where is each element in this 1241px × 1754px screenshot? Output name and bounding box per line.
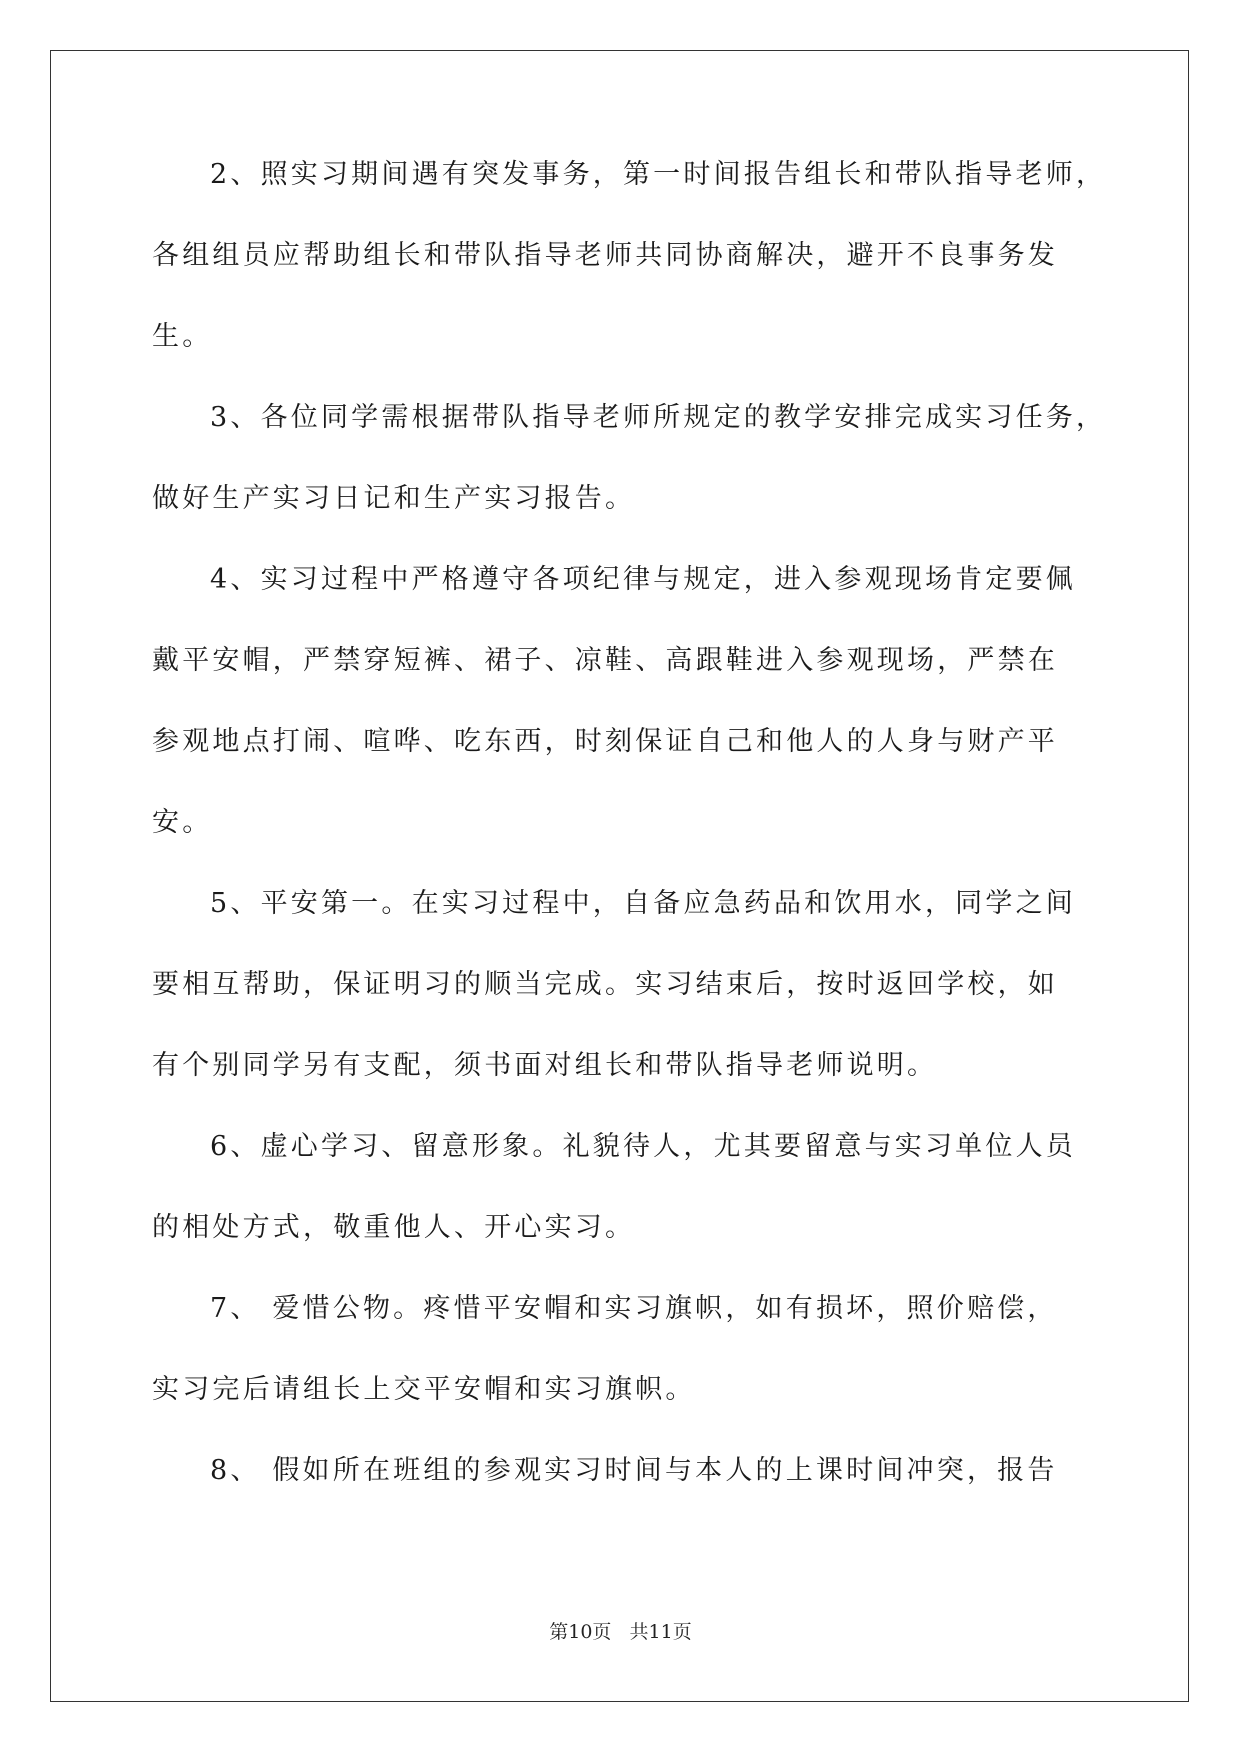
text-line-9: 安。: [152, 807, 213, 838]
text-line-4: 3、各位同学需根据带队指导老师所规定的教学安排完成实习任务，: [210, 402, 1107, 433]
text-line-15: 7、 爱惜公物。疼惜平安帽和实习旗帜，如有损坏，照价赔偿，: [210, 1293, 1058, 1324]
text-line-11: 要相互帮助，保证明习的顺当完成。实习结束后，按时返回学校，如: [152, 969, 1058, 1000]
text-line-6: 4、实习过程中严格遵守各项纪律与规定，进入参观现场肯定要佩: [210, 564, 1076, 595]
text-line-8: 参观地点打闹、喧哗、吃东西，时刻保证自己和他人的人身与财产平: [152, 726, 1058, 757]
document-body: [152, 159, 1107, 1537]
text-line-14: 的相处方式，敬重他人、开心实习。: [152, 1212, 636, 1243]
text-line-12: 有个别同学另有支配，须书面对组长和带队指导老师说明。: [152, 1050, 938, 1081]
text-line-2: 各组组员应帮助组长和带队指导老师共同协商解决，避开不良事务发: [152, 240, 1058, 271]
text-line-13: 6、虚心学习、留意形象。礼貌待人，尤其要留意与实习单位人员: [210, 1131, 1076, 1162]
text-line-1: 2、照实习期间遇有突发事务，第一时间报告组长和带队指导老师，: [210, 159, 1107, 190]
text-line-16: 实习完后请组长上交平安帽和实习旗帜。: [152, 1374, 696, 1405]
text-line-5: 做好生产实习日记和生产实习报告。: [152, 483, 636, 514]
page-number-footer: 第10页 共11页: [549, 1621, 692, 1643]
text-line-17: 8、 假如所在班组的参观实习时间与本人的上课时间冲突，报告: [210, 1455, 1058, 1486]
text-line-10: 5、平安第一。在实习过程中，自备应急药品和饮用水，同学之间: [210, 888, 1076, 919]
text-line-3: 生。: [152, 321, 213, 352]
text-line-7: 戴平安帽，严禁穿短裤、裙子、凉鞋、高跟鞋进入参观现场，严禁在: [152, 645, 1058, 676]
